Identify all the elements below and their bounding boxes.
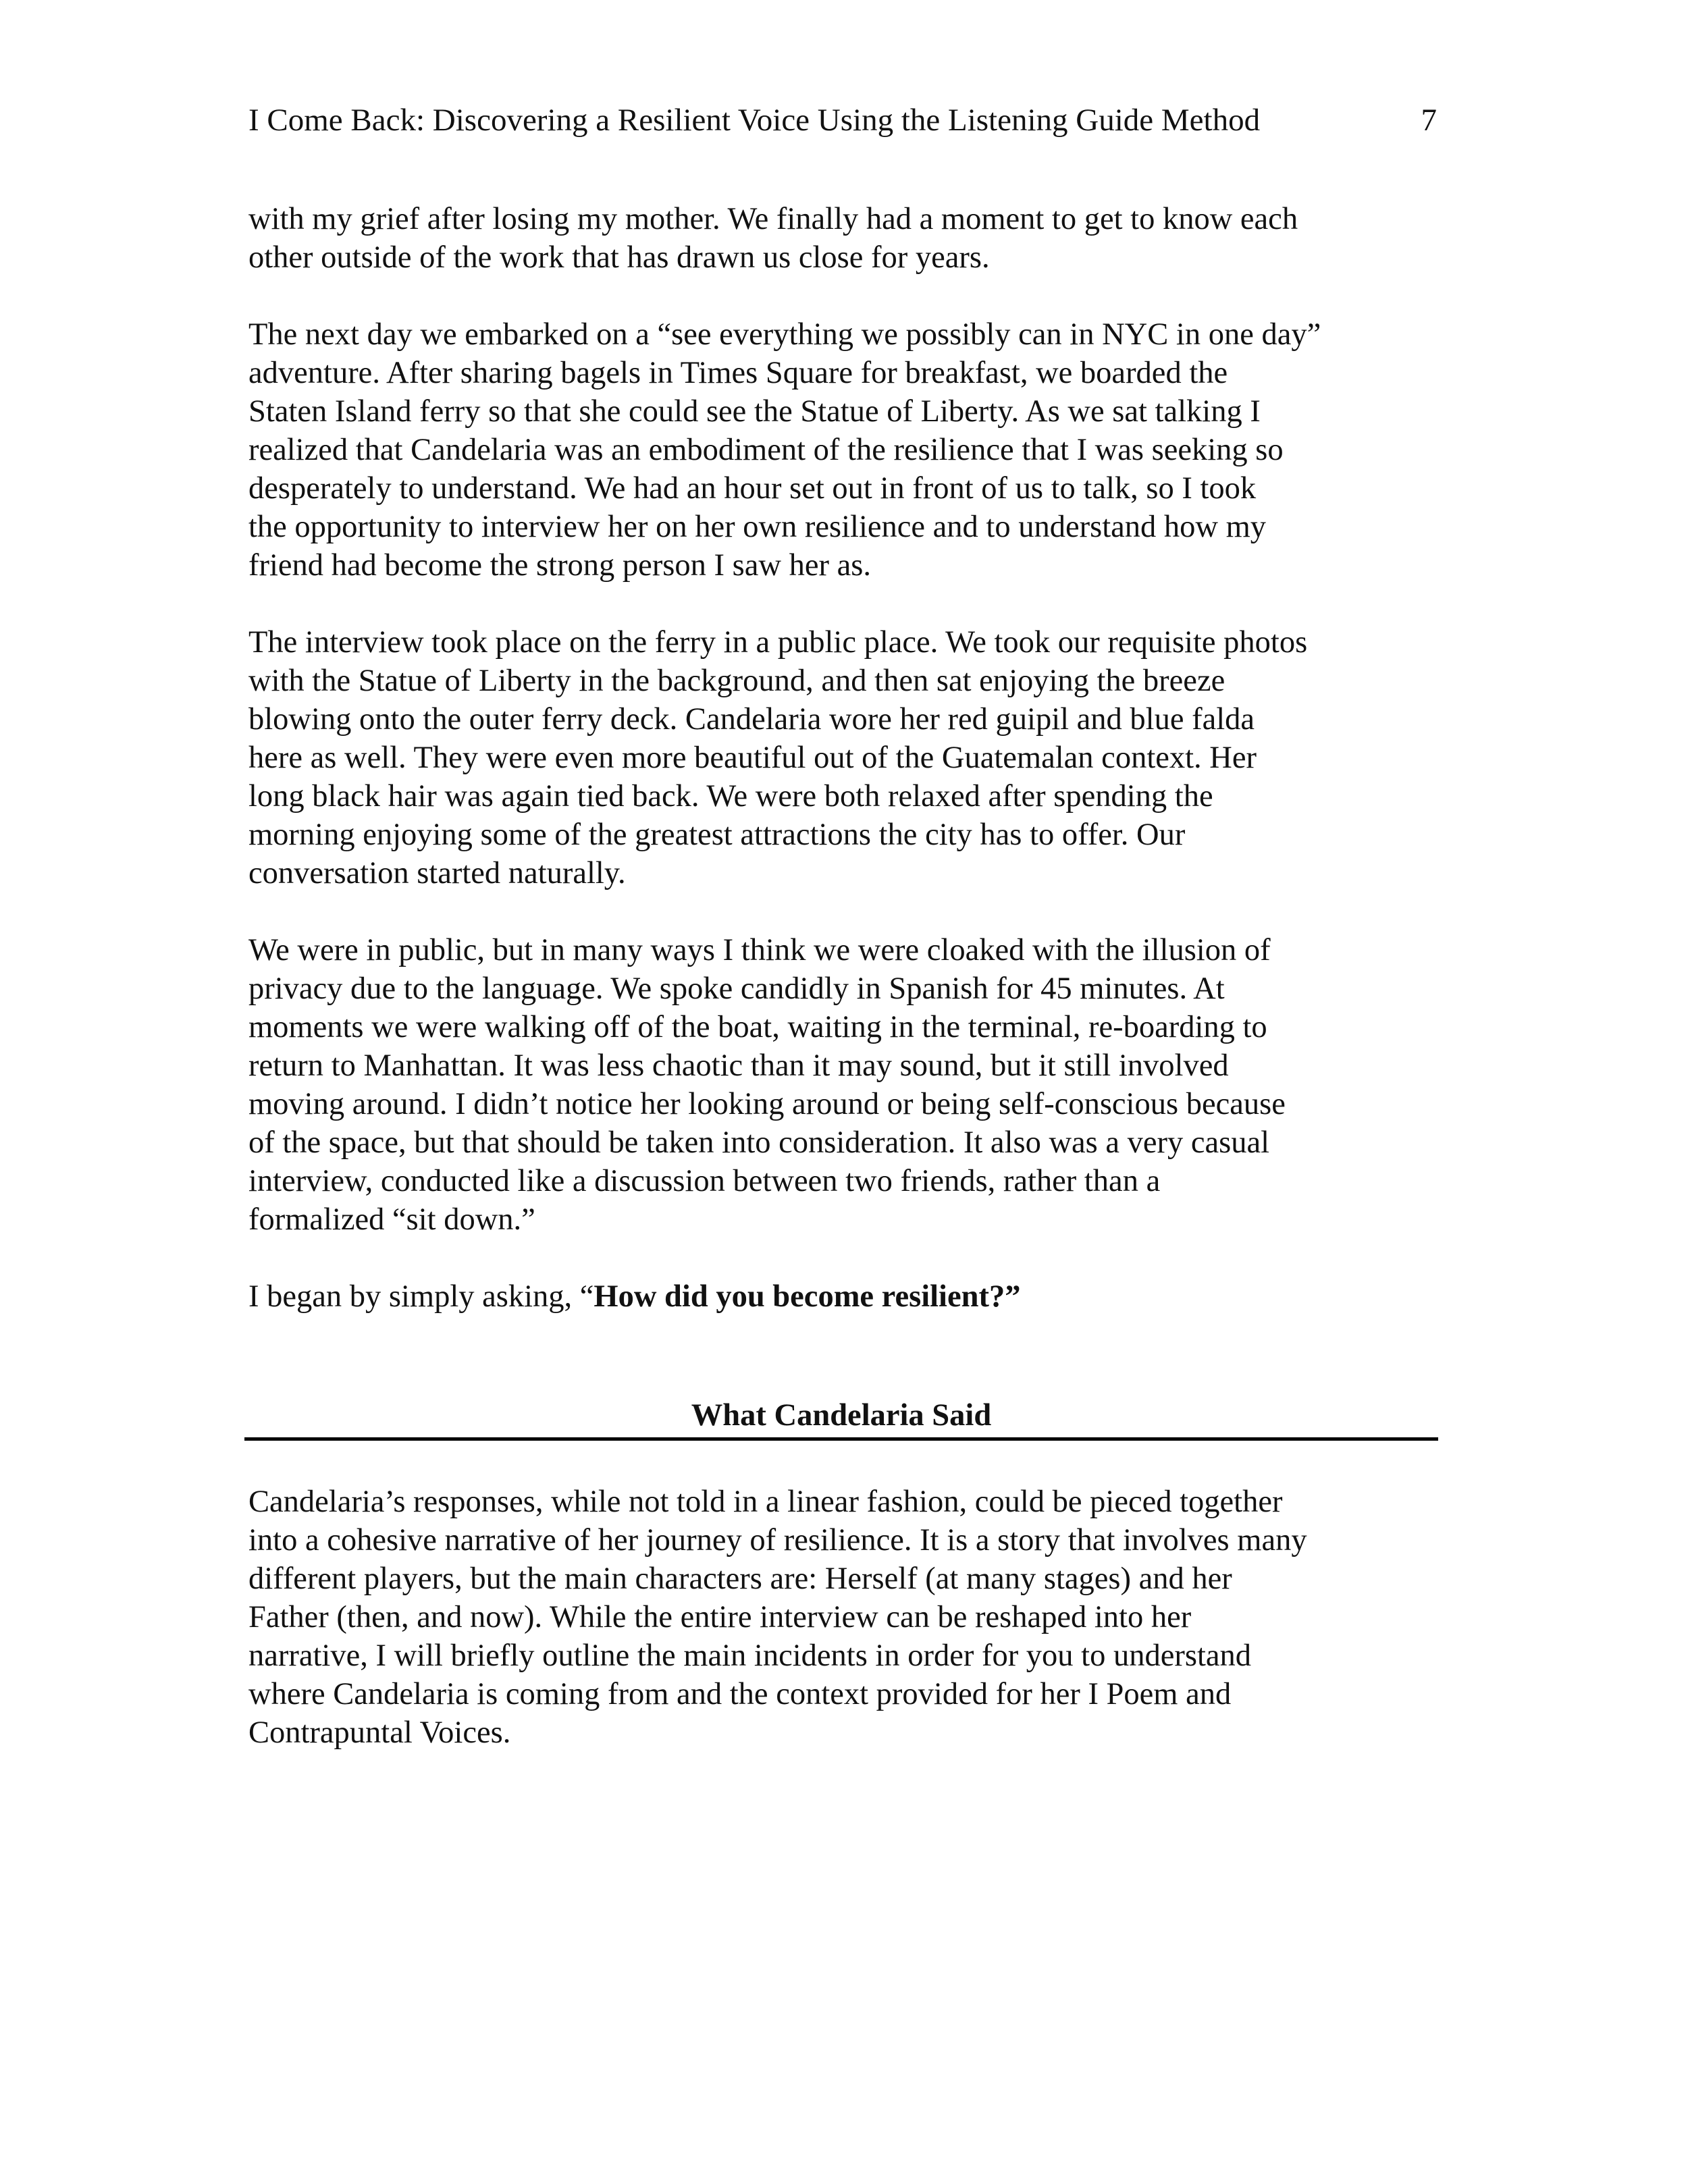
paragraph-grief: with my grief after losing my mother. We finally had a moment to get to know each other outside of the work that has drawn us close for years.: [248, 202, 1298, 275]
running-header: [248, 100, 1437, 140]
header-title: I Come Back: Discovering a Resilient Voice Using the Listening Guide Method: [248, 103, 1261, 138]
question-bold: How did you become resilient?”: [594, 1279, 1021, 1314]
question-paragraph: [248, 1277, 1444, 1316]
page-number: 7: [1421, 103, 1437, 138]
body-text: [248, 200, 1444, 1316]
question-lead: I began by simply asking, “: [248, 1279, 594, 1314]
paragraph-public-setting: We were in public, but in many ways I think we were cloaked with the illusion of privacy due to the language. We spoke candidly in Spanish for 45 minutes. At moments we were walking off of the boat, waiting in the terminal, re-boarding to return to Manhattan. It was less chaotic than it may sound, but it still involved moving around. I didn’t notice her looking around or being self-conscious because of the space, but that should be taken into consideration. It also was a very casual interview, conducted like a discussion between two friends, rather than a formalized “sit down.”: [248, 933, 1286, 1237]
section-heading: What Candelaria Said: [691, 1398, 992, 1433]
section-body-paragraph: Candelaria’s responses, while not told in a linear fashion, could be pieced together into a cohesive narrative of her journey of resilience. It is a story that involves many different players, but the main characters are: Herself (at many stages) and her Father (then, and now). While the entire interview can be reshaped into her narrative, I will briefly outline the main incidents in order for you to understand where Candelaria is coming from and the context provided for her I Poem and Contrapuntal Voices.: [248, 1485, 1307, 1750]
paragraph-ferry-interview: The interview took place on the ferry in a public place. We took our requisite photos with the Statue of Liberty in the background, and then sat enjoying the breeze blowing onto the outer ferry deck. Candelaria wore her red guipil and blue falda here as well. They were even more beautiful out of the Guatemalan context. Her long black hair was again tied back. We were both relaxed after spending the morning enjoying some of the greatest attractions the city has to offer. Our conversation started naturally.: [248, 625, 1308, 890]
paragraph-nyc-adventure: The next day we embarked on a “see everything we possibly can in NYC in one day” adventure. After sharing bagels in Times Square for breakfast, we boarded the Staten Island ferry so that she could see the Statue of Liberty. As we sat talking I realized that Candelaria was an embodiment of the resilience that I was seeking so desperately to understand. We had an hour set out in front of us to talk, so I took the opportunity to interview her on her own resilience and to understand how my friend had become the strong person I saw her as.: [248, 317, 1321, 583]
section-divider: [244, 1437, 1438, 1441]
